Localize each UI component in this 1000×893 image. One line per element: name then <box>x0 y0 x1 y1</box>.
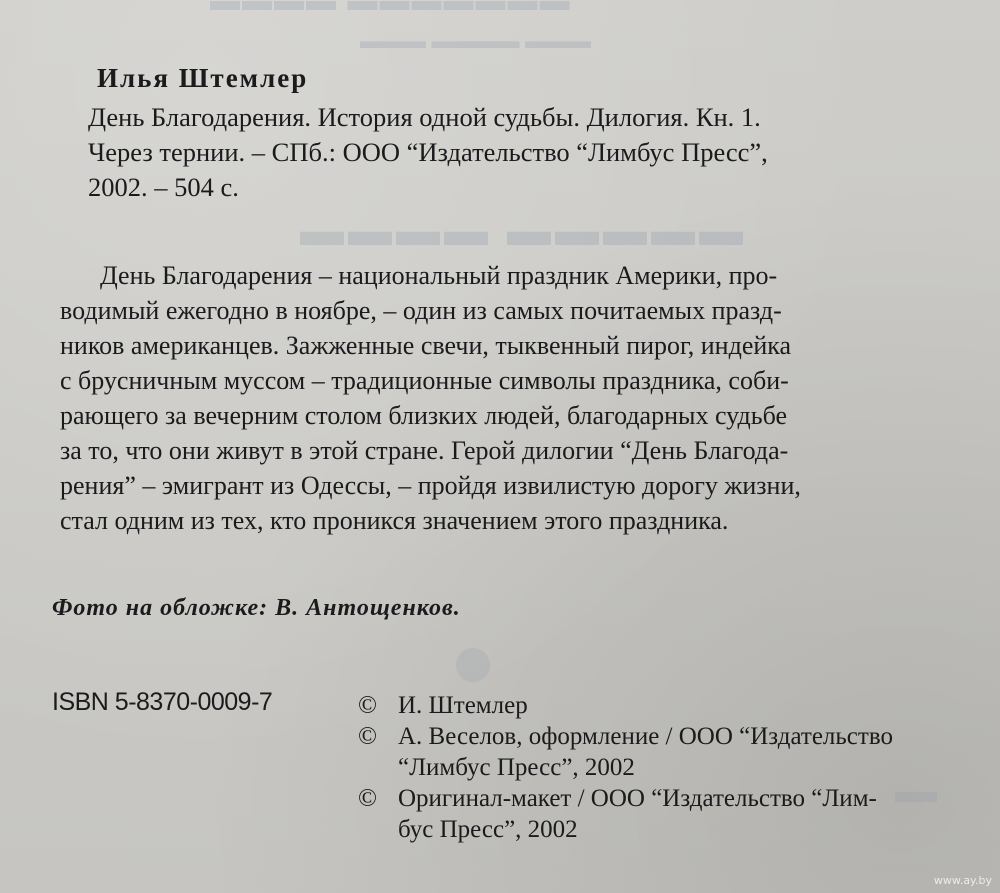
bibliography-line: Через тернии. – СПб.: ООО “Издательство “Лимбус Пресс”, <box>88 137 768 167</box>
abstract-line: рения” – эмигрант из Одессы, – пройдя извилистую дорогу жизни, <box>60 471 801 500</box>
isbn-number: ISBN 5-8370-0009-7 <box>52 688 273 716</box>
copyright-entry <box>358 690 893 721</box>
copyright-holder: А. Веселов, оформление / ООО “Издательство <box>398 723 893 750</box>
bleed-through-text: ▬▬▬▬ ▬▬▬▬▬▬▬ <box>210 0 572 17</box>
abstract-paragraph <box>60 258 801 538</box>
copyright-entry <box>358 783 893 814</box>
abstract-line: День Благодарения – национальный праздник Америки, про- <box>100 261 778 290</box>
abstract-line: ников американцев. Зажженные свечи, тыквенный пирог, индейка <box>60 331 792 360</box>
bleed-through-emblem <box>456 648 490 682</box>
copyright-continuation: бус Пресс”, 2002 <box>398 816 578 843</box>
copyright-notices <box>358 690 893 845</box>
bleed-through-text: ▬▬▬▬ ▬▬▬▬▬ <box>300 206 747 255</box>
bleed-through-mark <box>895 792 937 802</box>
copyright-holder: Оригинал-макет / ООО “Издательство “Лим- <box>398 785 877 812</box>
abstract-line: водимый ежегодно в ноябре, – один из самых почитаемых празд- <box>60 296 782 325</box>
abstract-line: с брусничным муссом – традиционные символы праздника, соби- <box>60 366 789 395</box>
bibliographic-record <box>88 100 768 205</box>
copyright-holder: И. Штемлер <box>398 692 528 719</box>
abstract-line: за то, что они живут в этой стране. Герой дилогии “День Благода- <box>60 436 789 465</box>
copyright-symbol: © <box>358 785 377 812</box>
copyright-continuation: “Лимбус Пресс”, 2002 <box>398 754 635 781</box>
abstract-line: стал одним из тех, кто проникся значением этого праздника. <box>60 506 729 535</box>
copyright-entry <box>358 721 893 752</box>
author-name: Илья Штемлер <box>97 63 309 93</box>
bibliography-line: 2002. – 504 с. <box>88 172 239 202</box>
bleed-through-text: ▬▬▬ ▬▬▬▬ ▬▬▬ <box>360 28 591 53</box>
site-watermark: www.ay.by <box>933 874 992 887</box>
copyright-symbol: © <box>358 723 377 750</box>
copyright-symbol: © <box>358 692 377 719</box>
abstract-line: рающего за вечерним столом близких людей, благодарных судьбе <box>60 401 788 430</box>
bibliography-line: День Благодарения. История одной судьбы. Дилогия. Кн. 1. <box>88 102 761 132</box>
photo-credit: Фото на обложке: В. Антощенков. <box>52 595 461 621</box>
